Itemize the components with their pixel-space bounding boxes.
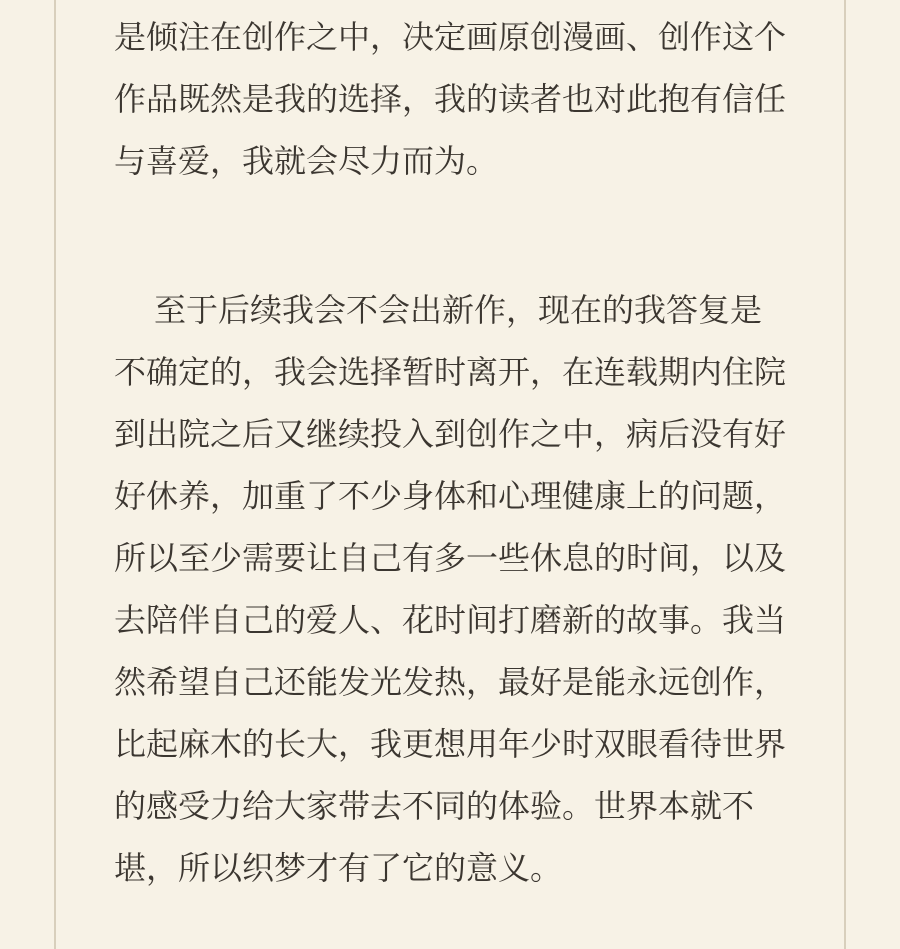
- text-line: 至于后续我会不会出新作，现在的我答复是: [154, 291, 763, 329]
- paragraph-1: [114, 6, 786, 192]
- paragraph-spacer: [114, 192, 786, 279]
- text-body: [114, 6, 786, 899]
- text-line: 好休养，加重了不少身体和心理健康上的问题，: [114, 477, 787, 515]
- text-line: 堪，所以织梦才有了它的意义。: [114, 849, 563, 887]
- text-line: 的感受力给大家带去不同的体验。世界本就不: [114, 787, 755, 825]
- text-line: 去陪伴自己的爱人、花时间打磨新的故事。我当: [114, 601, 787, 639]
- paragraph-2: [114, 279, 786, 899]
- text-line: 到出院之后又继续投入到创作之中，病后没有好: [114, 415, 787, 453]
- left-border-line: [54, 0, 56, 949]
- text-line: 作品既然是我的选择，我的读者也对此抱有信任: [114, 80, 787, 118]
- text-line: 然希望自己还能发光发热，最好是能永远创作，: [114, 663, 787, 701]
- text-line: 与喜爱，我就会尽力而为。: [114, 142, 499, 180]
- text-line: 比起麻木的长大，我更想用年少时双眼看待世界: [114, 725, 787, 763]
- right-border-line: [844, 0, 846, 949]
- text-line: 是倾注在创作之中，决定画原创漫画、创作这个: [114, 18, 787, 56]
- text-line: 不确定的，我会选择暂时离开，在连载期内住院: [114, 353, 787, 391]
- text-line: 所以至少需要让自己有多一些休息的时间，以及: [114, 539, 787, 577]
